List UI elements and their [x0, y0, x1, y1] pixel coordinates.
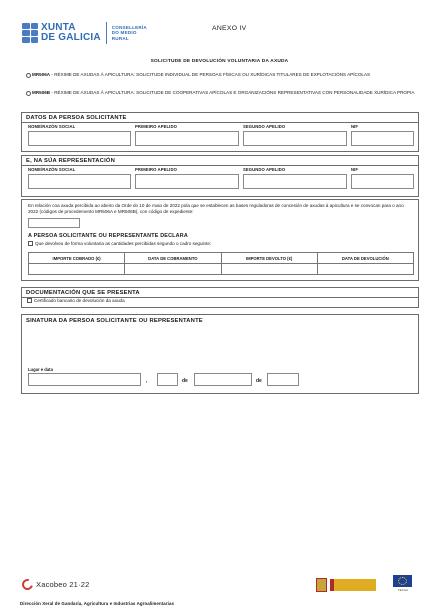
table-header-cell: IMPORTE COBRADO (€) [29, 253, 125, 263]
xunta-wordmark [41, 23, 101, 43]
xunta-logo [22, 22, 147, 44]
refund-table [28, 252, 414, 275]
representative-name-input[interactable] [28, 174, 131, 189]
documentation-item-label: Certificado bancario de devolución da axuda [34, 298, 125, 303]
applicant-name-label: NOME/RAZÓN SOCIAL [28, 124, 76, 129]
procedure-option-mr506a[interactable] [26, 72, 417, 78]
place-input[interactable] [28, 373, 141, 386]
applicant-section [21, 112, 419, 152]
procedure-code: MR506B [32, 90, 51, 95]
return-date-input[interactable] [318, 264, 413, 274]
applicant-surname2-label: SEGUNDO APELIDO [243, 124, 286, 129]
declaration-section [21, 199, 419, 281]
amount-returned-input[interactable] [222, 264, 318, 274]
eu-flag-icon [393, 575, 412, 587]
spain-government-logo [316, 577, 378, 592]
applicant-surname2-input[interactable] [243, 131, 347, 146]
signature-heading: SINATURA DA PERSOA SOLICITANTE OU REPRESENTANTE [26, 318, 203, 324]
applicant-surname1-label: PRIMEIRO APELIDO [135, 124, 177, 129]
xacobeo-icon [20, 577, 35, 592]
representative-surname1-input[interactable] [135, 174, 239, 189]
representative-nif-label: NIF [351, 167, 359, 172]
day-input[interactable] [157, 373, 178, 386]
documentation-heading: DOCUMENTACIÓN QUE SE PRESENTA [22, 288, 418, 298]
xacobeo-logo [22, 579, 89, 590]
xunta-emblem-icon [22, 23, 38, 43]
representative-surname2-label: SEGUNDO APELIDO [243, 167, 286, 172]
place-date-label: Lugar e data [28, 367, 53, 372]
consellaria-wordmark [112, 25, 147, 41]
consellaria-line-3: RURAL [111, 35, 129, 41]
table-header-cell: DATA DE COBRAMENTO [125, 253, 221, 263]
de-separator-1: de [182, 378, 188, 384]
representative-heading: E, NA SÚA REPRESENTACIÓN [22, 156, 418, 166]
month-input[interactable] [194, 373, 252, 386]
procedure-code: MR506A [32, 72, 51, 77]
applicant-nif-input[interactable] [351, 131, 414, 146]
xacobeo-text: Xacobeo 21·22 [36, 580, 90, 589]
expedient-code-input[interactable] [28, 218, 80, 228]
documentation-section [21, 287, 419, 308]
representative-name-label: NOME/RAZÓN SOCIAL [28, 167, 76, 172]
radio-button[interactable] [26, 73, 31, 78]
representative-nif-input[interactable] [351, 174, 414, 189]
payment-date-input[interactable] [125, 264, 221, 274]
applicant-nif-label: NIF [351, 124, 359, 129]
documentation-checkbox[interactable] [27, 298, 32, 303]
table-row [29, 263, 413, 274]
declaration-check-row[interactable] [28, 241, 211, 246]
applicant-heading: DATOS DA PERSOA SOLICITANTE [22, 113, 418, 123]
representative-surname2-input[interactable] [243, 174, 347, 189]
logo-line-1: XUNTA [41, 22, 76, 33]
procedure-text [32, 72, 417, 78]
spain-shield-icon [316, 578, 327, 592]
procedure-text [32, 90, 417, 96]
table-header-row [29, 253, 413, 263]
procedure-description: - RÉXIME DE AXUDAS Á APICULTURA: SOLICITUDE INDIVIDUAL DE PERSOAS FÍSICAS OU XURÍDICAS TITULARES DE EXPLOTACIÓNS APÍCOLAS [50, 72, 371, 77]
ministry-bar [330, 579, 376, 591]
documentation-check-row[interactable] [27, 298, 125, 303]
procedure-option-mr506b[interactable] [26, 90, 417, 96]
logo-divider [106, 22, 107, 44]
eu-caption: FEAGA [397, 588, 409, 592]
de-separator-2: de [256, 378, 262, 384]
procedure-description: - RÉXIME DE AXUDAS Á APICULTURA: SOLICITUDE DE COOPERATIVAS APÍCOLAS E ORGANIZACIÓNS REPRESENTATIVAS CON PERSONALIDADE XURÍDICA PROPIA [50, 90, 415, 95]
relation-paragraph: En relación coa axuda percibida ao abeiro da Orde do 10 de maio de 2022 pola que se establecen as bases reguladoras de concesión de axudas á apicultura e se convocan para o ano 2022 (códigos de procedemento MR506A e MR506B), con código de expediente: [28, 203, 404, 214]
applicant-name-input[interactable] [28, 131, 131, 146]
consellaria-line-1: CONSELLERÍA [111, 24, 147, 30]
eu-logo [390, 575, 416, 593]
declaration-heading: A PERSOA SOLICITANTE OU REPRESENTANTE DECLARA [28, 233, 188, 239]
year-input[interactable] [267, 373, 299, 386]
declaration-checkbox[interactable] [28, 241, 33, 246]
declaration-check-label: Que devolveu de forma voluntaria as cantidades percibidas segundo o cadro seguinte: [35, 241, 212, 246]
document-title: SOLICITUDE DE DEVOLUCIÓN VOLUNTARIA DA AXUDA [150, 59, 289, 64]
applicant-surname1-input[interactable] [135, 131, 239, 146]
table-header-cell: DATA DE DEVOLUCIÓN [341, 255, 389, 261]
representative-surname1-label: PRIMEIRO APELIDO [135, 167, 177, 172]
table-header-cell: IMPORTE DEVOLTO (€) [222, 253, 318, 263]
representative-section [21, 155, 419, 197]
comma-separator: , [146, 378, 148, 384]
department-name: Dirección Xeral de Gandaría, Agricultura e Industrias Agroalimentarias [20, 601, 175, 606]
logo-line-2: DE GALICIA [41, 32, 101, 43]
radio-button[interactable] [26, 91, 31, 96]
annex-label: ANEXO IV [212, 25, 247, 32]
signature-section [21, 314, 419, 394]
consellaria-line-2: DO MEDIO [111, 30, 137, 36]
amount-received-input[interactable] [29, 264, 125, 274]
